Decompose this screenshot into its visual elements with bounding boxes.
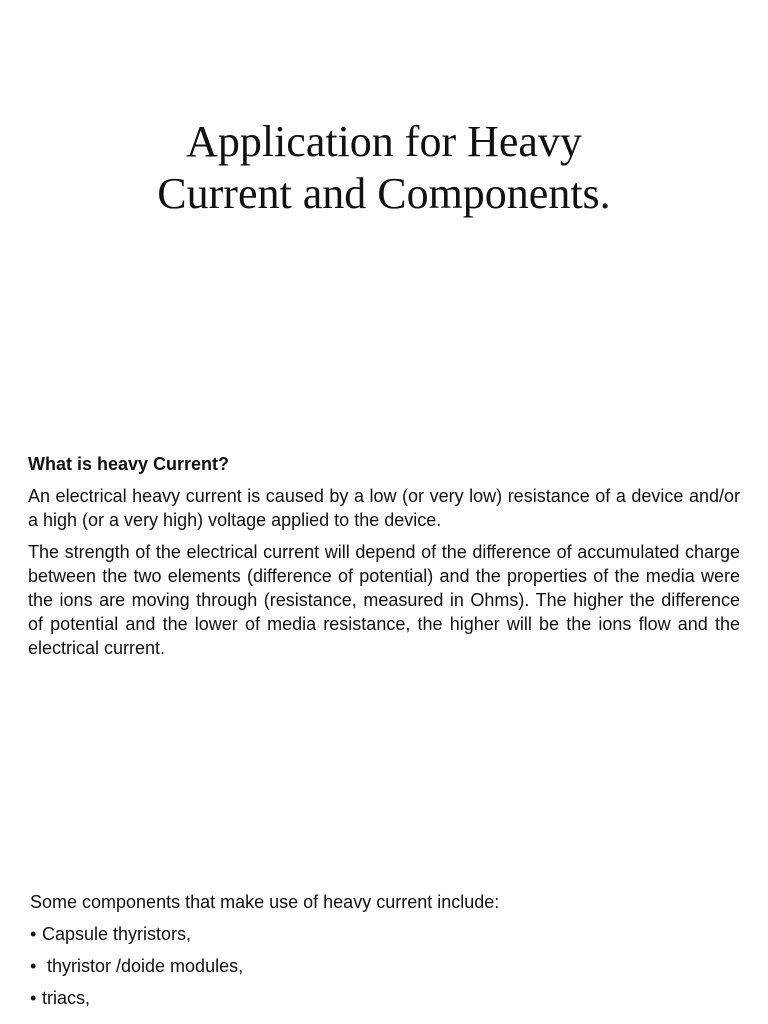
components-list: [30, 922, 742, 1010]
paragraph-definition: An electrical heavy current is caused by a low (or very low) resistance of a device and/or a high (or a very high) voltage applied to the device.: [28, 486, 740, 530]
bullet-icon: •: [30, 924, 37, 944]
title-line-2: Current and Components.: [157, 169, 611, 218]
components-intro: Some components that make use of heavy current include:: [30, 892, 500, 912]
paragraph-strength: The strength of the electrical current will depend of the difference of accumulated charge between the two elements (difference of potential) and the properties of the media were the ions are moving through (resistance, measured in Ohms). The higher the difference of potential and the lower of media resistance, the higher will be the ions flow and the electrical current.: [28, 542, 740, 658]
slide-title: [0, 116, 768, 220]
bullet-icon: •: [30, 956, 37, 976]
list-item-text: Capsule thyristors,: [42, 924, 192, 944]
list-item-text: triacs,: [42, 988, 91, 1008]
components-section: [30, 890, 742, 1018]
title-line-1: Application for Heavy: [186, 117, 582, 166]
list-item-text: thyristor /doide modules,: [42, 956, 244, 976]
list-item: [30, 986, 742, 1010]
list-item: [30, 954, 742, 978]
bullet-icon: •: [30, 988, 37, 1008]
section-heading: What is heavy Current?: [28, 454, 230, 474]
list-item: [30, 922, 742, 946]
